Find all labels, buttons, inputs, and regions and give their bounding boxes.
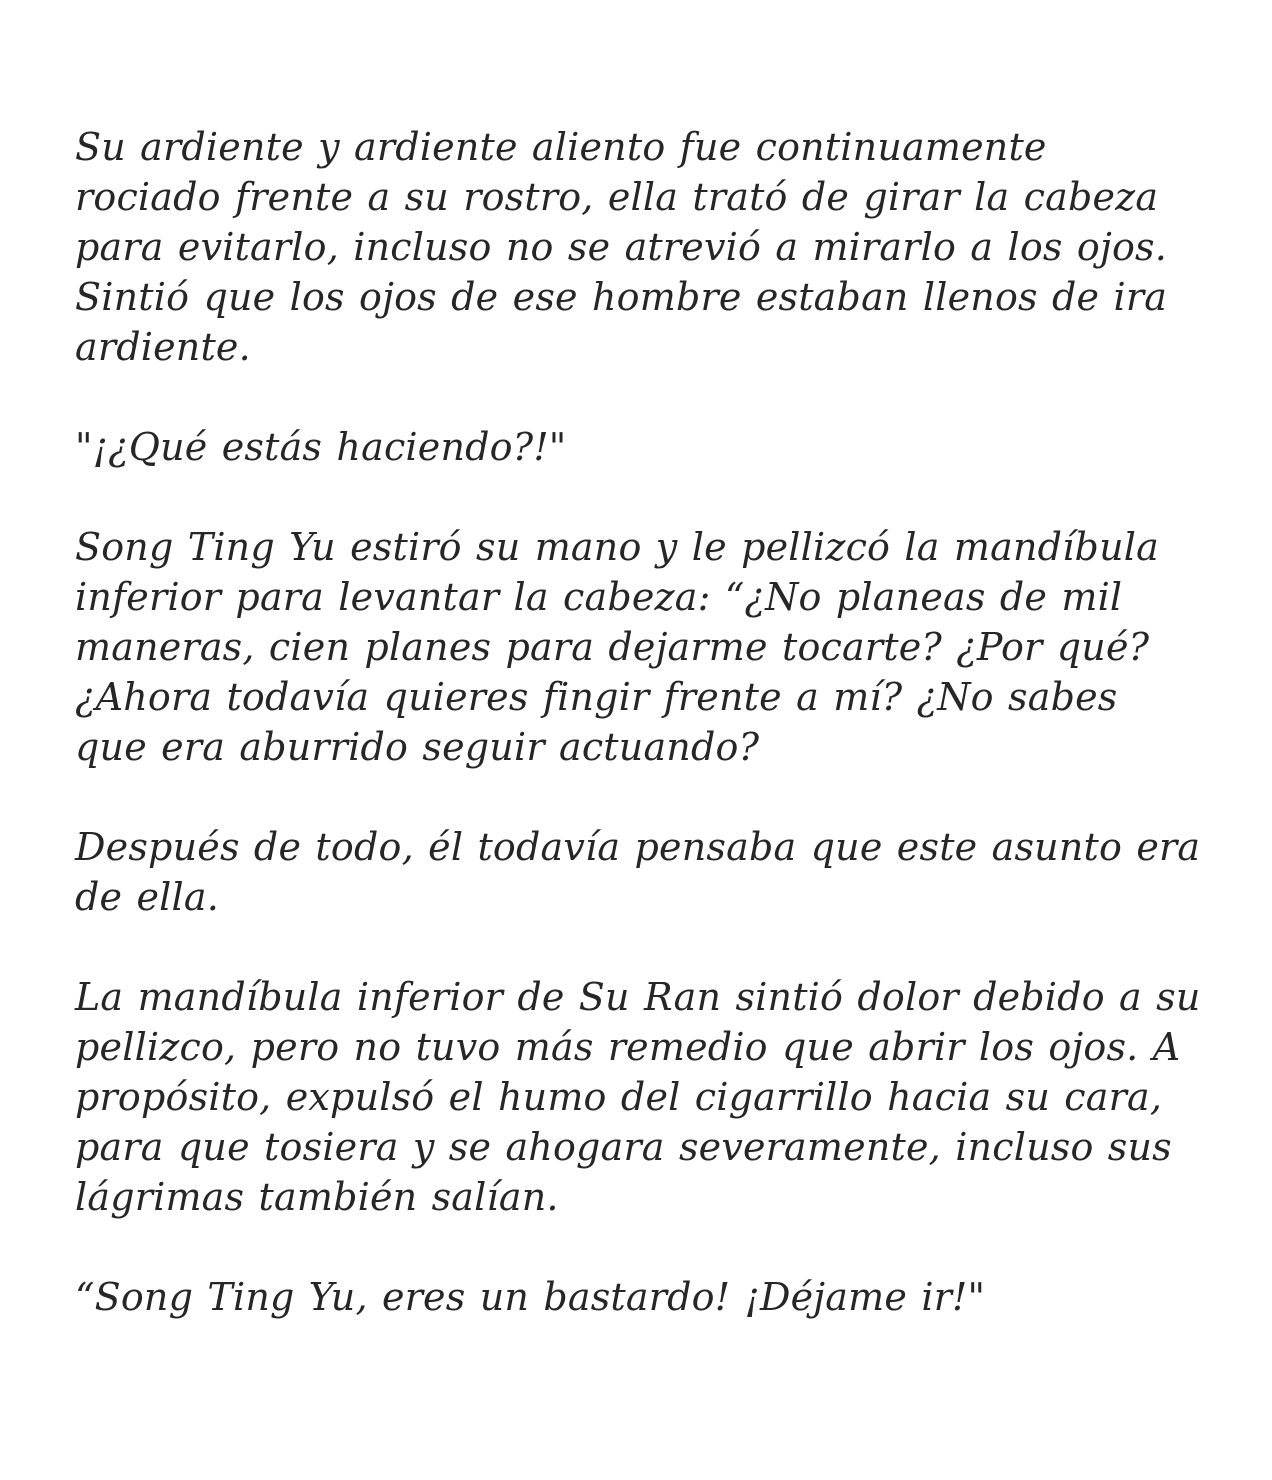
paragraph-gap [75, 772, 1202, 822]
paragraph-let-me-go: “Song Ting Yu, eres un bastardo! ¡Déjame ir!" [75, 1275, 986, 1319]
paragraph-gap [75, 1222, 1202, 1272]
paragraph-gap [75, 372, 1202, 422]
paragraph-song-ting-yu-pinch: Song Ting Yu estiró su mano y le pellizcó la mandíbula inferior para levantar la cabeza: “¿No planeas de mil maneras, cien planes para dejarme tocarte? ¿Por qué? ¿Ahora todavía quieres fingir frente a mí? ¿No sabes que era aburrido seguir actuando? [75, 525, 1159, 769]
paragraph-su-ran-jaw: La mandíbula inferior de Su Ran sintió dolor debido a su pellizco, pero no tuvo más remedio que abrir los ojos. A propósito, expulsó el humo del cigarrillo hacia su cara, para que tosiera y se ahogara severamente, incluso sus lágrimas también salían. [75, 975, 1201, 1219]
paragraph-what-are-you-doing: "¡¿Qué estás haciendo?!" [75, 425, 567, 469]
paragraph-gap [75, 922, 1202, 972]
paragraph-after-all: Después de todo, él todavía pensaba que este asunto era de ella. [75, 825, 1201, 919]
paragraph-breath: Su ardiente y ardiente aliento fue continuamente rociado frente a su rostro, ella trató de girar la cabeza para evitarlo, incluso no se atrevió a mirarlo a los ojos. Sintió que los ojos de ese hombre estaban llenos de ira ardiente. [75, 125, 1168, 369]
paragraph-gap [75, 472, 1202, 522]
